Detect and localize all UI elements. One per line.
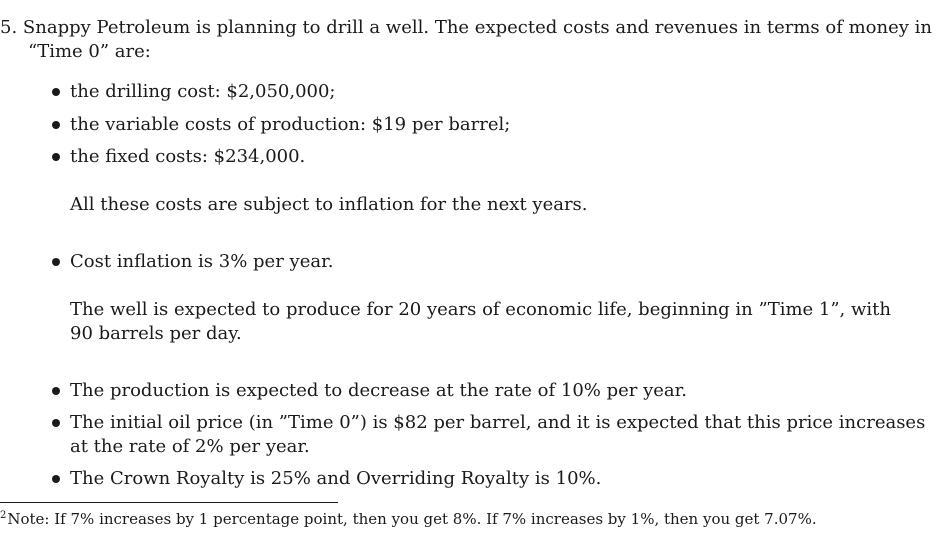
- bullet-icon: [52, 419, 60, 427]
- footnote-rule: [0, 502, 338, 503]
- bullet-icon: [52, 387, 60, 395]
- cost-item-fixed: the fixed costs: $234,000.: [70, 146, 306, 167]
- production-decline-item: The production is expected to decrease at the rate of 10% per year.: [70, 380, 688, 401]
- bullet-icon: [52, 475, 60, 483]
- problem-intro-line-1: [0, 16, 932, 40]
- footnote-marker: 2: [0, 510, 7, 521]
- problem-intro-line-2: “Time 0” are:: [28, 41, 151, 62]
- footnote: [0, 506, 817, 529]
- production-line-2: 90 barrels per day.: [70, 323, 242, 344]
- oil-price-line-2: at the rate of 2% per year.: [70, 436, 310, 457]
- production-line-1: The well is expected to produce for 20 years of economic life, beginning in ”Time 1”, with: [70, 299, 891, 320]
- cost-item-drilling: the drilling cost: $2,050,000;: [70, 81, 336, 102]
- footnote-text: Note: If 7% increases by 1 percentage point, then you get 8%. If 7% increases by 1%, then you get 7.07%.: [7, 510, 817, 528]
- bullet-icon: [52, 88, 60, 96]
- problem-number: 5.: [0, 17, 18, 38]
- cost-inflation-item: Cost inflation is 3% per year.: [70, 251, 334, 272]
- oil-price-line-1: The initial oil price (in ”Time 0”) is $82 per barrel, and it is expected that this price increases: [70, 412, 926, 433]
- royalty-item: The Crown Royalty is 25% and Overriding Royalty is 10%.: [70, 468, 602, 489]
- bullet-icon: [52, 153, 60, 161]
- bullet-icon: [52, 121, 60, 129]
- inflation-note: All these costs are subject to inflation for the next years.: [70, 194, 588, 215]
- cost-item-variable: the variable costs of production: $19 per barrel;: [70, 114, 511, 135]
- bullet-icon: [52, 258, 60, 266]
- problem-intro-text: Snappy Petroleum is planning to drill a well. The expected costs and revenues in terms of money in: [22, 17, 932, 38]
